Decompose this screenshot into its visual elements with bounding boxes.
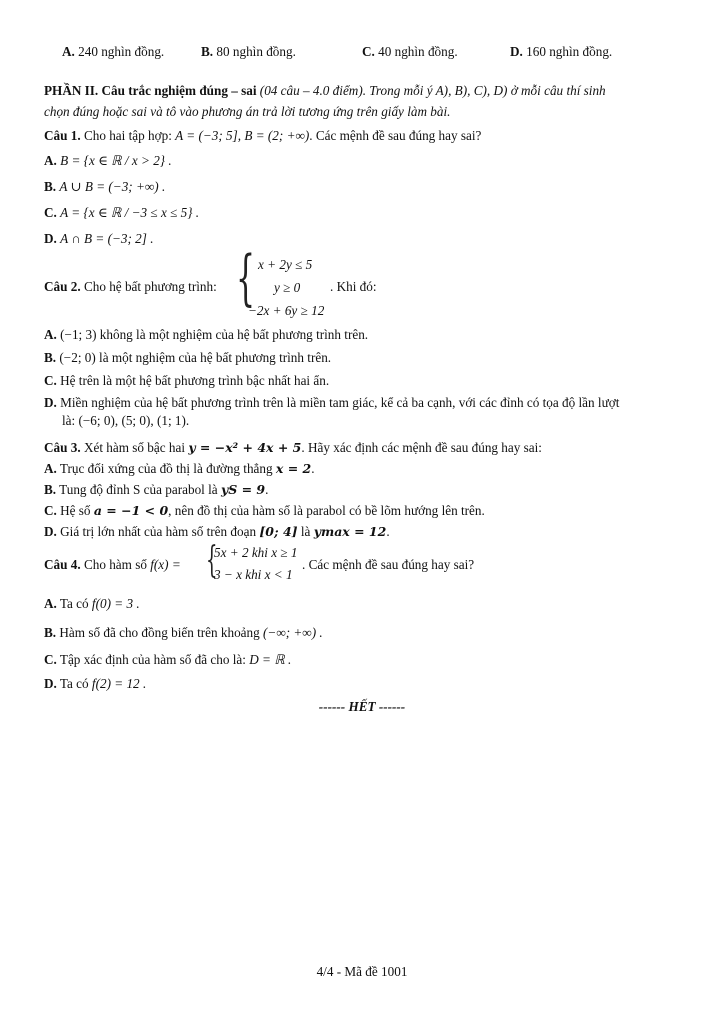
question-2-option-d: D. Miền nghiệm của hệ bất phương trình trên là miền tam giác, kể cả ba cạnh, với các đỉnh có tọa độ lần lượt (44, 395, 620, 410)
previous-question-options (0, 44, 724, 62)
option-c: C. 40 nghìn đồng. (362, 44, 458, 59)
question-2-option-d-cont: là: (−6; 0), (5; 0), (1; 1). (62, 413, 190, 428)
question-1-option-d: D. A ∩ B = (−3; 2] . (44, 231, 154, 246)
system-inequality-3: −2x + 6y ≥ 12 (248, 303, 325, 318)
option-d: D. 160 nghìn đồng. (510, 44, 613, 59)
question-3-option-b: B. Tung độ đỉnh S của parabol là yS = 9. (44, 482, 269, 497)
question-1-option-b: B. A ∪ B = (−3; +∞) . (44, 179, 166, 194)
question-2-option-c: C. Hệ trên là một hệ bất phương trình bậc nhất hai ẩn. (44, 373, 330, 388)
page-footer: 4/4 - Mã đề 1001 (316, 964, 408, 979)
question-2-option-b: B. (−2; 0) là một nghiệm của hệ bất phương trình trên. (44, 350, 332, 365)
question-2-option-a: A. (−1; 3) không là một nghiệm của hệ bất phương trình trên. (44, 327, 369, 342)
question-4-option-c: C. Tập xác định của hàm số đã cho là: D = ℝ . (44, 652, 292, 667)
question-3-stem: Câu 3. Xét hàm số bậc hai y = −x² + 4x + 5. Hãy xác định các mệnh đề sau đúng hay sai: (44, 440, 542, 455)
question-4-tail: . Các mệnh đề sau đúng hay sai? (302, 557, 475, 572)
question-1-option-c: C. A = {x ∈ ℝ / −3 ≤ x ≤ 5} . (44, 205, 200, 220)
question-2-stem: Câu 2. Cho hệ bất phương trình: (44, 279, 217, 294)
system-brace: { (236, 243, 256, 313)
part2-instructions: chọn đúng hoặc sai và tô vào phương án trả lời tương ứng trên giấy làm bài. (44, 104, 451, 119)
question-3-option-a: A. Trục đối xứng của đồ thị là đường thẳng x = 2. (44, 461, 315, 476)
question-4-option-b: B. Hàm số đã cho đồng biến trên khoảng (−∞; +∞) . (44, 625, 323, 640)
end-mark: ------ HẾT ------ (318, 699, 406, 714)
piecewise-case-2: 3 − x khi x < 1 (214, 567, 293, 582)
piecewise-case-1: 5x + 2 khi x ≥ 1 (214, 545, 298, 560)
question-4-stem: Câu 4. Cho hàm số f(x) = (44, 557, 181, 572)
question-3-option-d: D. Giá trị lớn nhất của hàm số trên đoạn [0; 4] là ymax = 12. (44, 524, 390, 539)
piecewise-brace: { (206, 540, 218, 581)
question-2-tail: . Khi đó: (330, 279, 377, 294)
option-a: A. 240 nghìn đồng. (62, 44, 165, 59)
question-1-stem: Câu 1. Cho hai tập hợp: A = (−3; 5], B = (2; +∞). Các mệnh đề sau đúng hay sai? (44, 128, 482, 143)
part2-header: PHẦN II. Câu trắc nghiệm đúng – sai (04 câu – 4.0 điểm). Trong mỗi ý A), B), C), D) ở mỗi câu thí sinh (44, 83, 606, 98)
question-1-option-a: A. B = {x ∈ ℝ / x > 2} . (44, 153, 172, 168)
question-4-option-d: D. Ta có f(2) = 12 . (44, 676, 147, 691)
question-4-option-a: A. Ta có f(0) = 3 . (44, 596, 140, 611)
system-inequality-2: y ≥ 0 (274, 280, 301, 295)
system-inequality-1: x + 2y ≤ 5 (258, 257, 313, 272)
question-3-option-c: C. Hệ số a = −1 < 0, nên đồ thị của hàm số là parabol có bề lõm hướng lên trên. (44, 503, 485, 518)
option-b: B. 80 nghìn đồng. (201, 44, 296, 59)
